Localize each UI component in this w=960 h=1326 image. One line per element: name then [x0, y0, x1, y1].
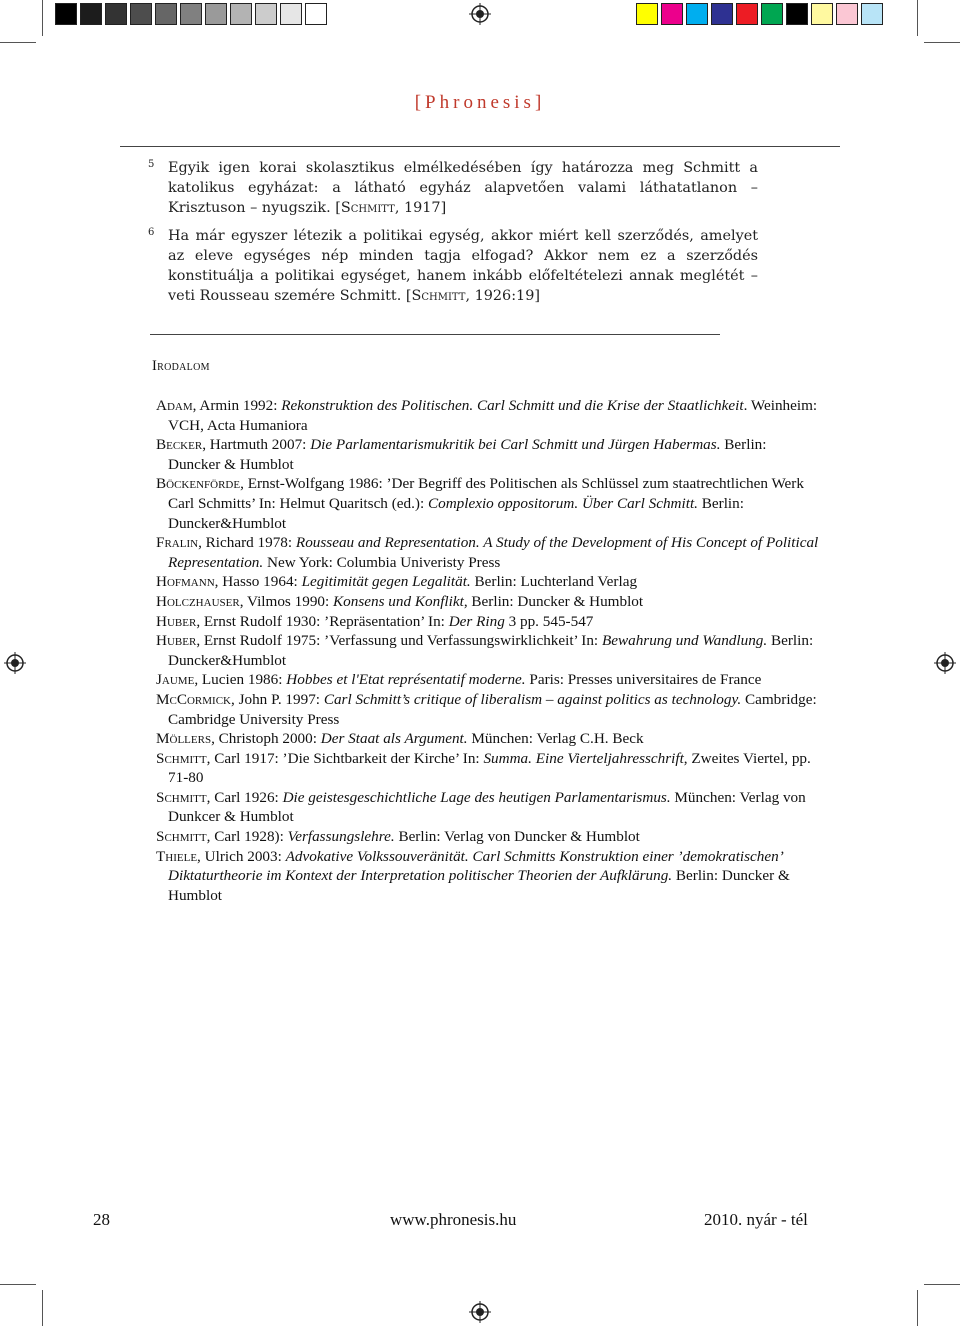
footer-url: www.phronesis.hu [390, 1210, 517, 1229]
reference-entry [156, 670, 820, 690]
footnote-number: 5 [148, 159, 155, 170]
reference-publisher: 3 pp. 545-547 [504, 612, 594, 630]
registration-mark-icon [469, 3, 491, 25]
reference-title: Die geistesgeschichtliche Lage des heutigen Parlamentarismus. [282, 788, 671, 806]
reference-publisher: New York: Columbia Univeristy Press [263, 553, 501, 571]
reference-details: , Christoph 2000: [211, 730, 321, 748]
crop-mark [0, 42, 36, 43]
reference-entry [156, 612, 820, 632]
reference-entry [156, 690, 820, 729]
color-swatch [280, 3, 302, 25]
footnote-text: Ha már egyszer létezik a politikai egység, akkor miért kell szerződés, amelyet az eleve egységes nép minden tagja elfogad? Akkor nem ez a szerződés konstituálja a politikai egységet, hanem inkább előfeltételezi annak meglétét – veti Rousseau szemére Schmitt. [168, 228, 758, 304]
reference-entry [156, 435, 820, 474]
color-swatch [155, 3, 177, 25]
reference-details: , Carl 1928): [206, 828, 288, 846]
crop-mark [42, 1290, 43, 1326]
reference-author: Fralin [156, 534, 199, 552]
color-swatch [255, 3, 277, 25]
reference-author: Hofmann [156, 573, 215, 591]
reference-title: Carl Schmitt’s critique of liberalism – against politics as technology. [323, 690, 742, 708]
color-swatch [636, 3, 658, 25]
reference-author: Becker [156, 436, 203, 454]
reference-details: , Carl 1926: [206, 788, 283, 806]
reference-publisher: Berlin: Luchterland Verlag [470, 573, 638, 591]
color-swatch [711, 3, 733, 25]
crop-mark [0, 1284, 36, 1285]
reference-publisher: München: Verlag von Dunkcer & Humblot [168, 788, 806, 826]
reference-title: Hobbes et l'Etat représentatif moderne. [286, 671, 526, 689]
reference-title: Rekonstruktion des Politischen. Carl Schmitt und die Krise der Staatlichkeit [281, 397, 744, 414]
reference-entry [156, 572, 820, 592]
reference-details: , Ulrich 2003: [197, 847, 286, 865]
reference-author: Schmitt [156, 788, 207, 806]
grayscale-swatch-strip [55, 3, 330, 25]
footer-issue: 2010. nyár - tél [704, 1210, 808, 1229]
reference-title: Complexio oppositorum. Über Carl Schmitt. [427, 494, 698, 512]
reference-publisher: , Zweites Viertel, pp. 71-80 [168, 749, 811, 787]
reference-author: McCormick [156, 690, 231, 708]
reference-publisher: Berlin: Duncker&Humblot [168, 494, 744, 532]
color-swatch [205, 3, 227, 25]
reference-details: , Carl 1917: ’Die Sichtbarkeit der Kirche’ In: [206, 749, 484, 767]
reference-entry [156, 533, 820, 572]
reference-title: Die Parlamentarismukritik bei Carl Schmitt und Jürgen Habermas. [310, 436, 721, 454]
reference-entry [156, 474, 820, 533]
reference-title: Summa. Eine Vierteljahresschrift [483, 749, 684, 767]
footnote-6: 6 Ha már egyszer létezik a politikai egység, akkor miért kell szerződés, amelyet az eleve egységes nép minden tagja elfogad? Akkor nem ez a szerződés konstituálja a politikai egységet, hanem inkább előfeltételezi annak meglétét – veti Rousseau szemére Schmitt. [Schmitt, 1926:19] [150, 226, 758, 306]
color-swatch [786, 3, 808, 25]
section-rule [150, 334, 720, 335]
reference-details: , Richard 1978: [198, 534, 296, 552]
crop-mark [924, 42, 960, 43]
reference-author: Schmitt [156, 828, 207, 846]
color-swatch [686, 3, 708, 25]
reference-title: Der Ring [448, 612, 505, 630]
reference-author: Thiele [156, 847, 198, 865]
reference-details: , Ernst Rudolf 1975: ’Verfassung und Verfassungswirklichkeit’ In: [196, 632, 602, 650]
reference-author: Schmitt [156, 749, 207, 767]
color-swatch [661, 3, 683, 25]
reference-details: , Ernst Rudolf 1930: ’Repräsentation’ In: [196, 612, 449, 630]
reference-title: Bewahrung und Wandlung. [601, 632, 768, 650]
color-swatch [836, 3, 858, 25]
reference-entry [156, 788, 820, 827]
reference-author: Adam [156, 397, 193, 414]
registration-mark-icon [4, 652, 26, 674]
reference-publisher: , Berlin: Duncker & Humblot [463, 592, 644, 610]
color-swatch [105, 3, 127, 25]
page-number: 28 [93, 1210, 110, 1229]
reference-publisher: Berlin: Verlag von Duncker & Humblot [394, 828, 640, 846]
reference-entry [156, 396, 820, 435]
crop-mark [42, 0, 43, 36]
reference-title: Rousseau and Representation. A Study of the Development of His Concept of Political Representation. [168, 534, 819, 571]
section-title: Irodalom [152, 358, 210, 374]
color-swatch [230, 3, 252, 25]
reference-author: Huber [156, 632, 197, 650]
reference-entry [156, 847, 820, 906]
citation-author: Schmitt [411, 288, 466, 304]
color-swatch [305, 3, 327, 25]
reference-title: Advokative Volkssouveränität. Carl Schmitts Konstruktion einer ’demokratischen’ Diktaturtheorie im Kontext der Interpretation politischer Theorien der Aufklärung. [168, 847, 783, 885]
reference-publisher: . Weinheim: VCH, Acta Humaniora [168, 397, 818, 434]
color-swatch-strip [636, 3, 886, 25]
reference-title: Der Staat als Argument. [320, 730, 468, 748]
reference-publisher: Cambridge: Cambridge University Press [168, 690, 817, 728]
footnote-number: 6 [148, 227, 155, 238]
reference-details: , John P. 1997: [230, 690, 324, 708]
registration-mark-icon [469, 1301, 491, 1323]
reference-title: Konsens und Konflikt [333, 592, 464, 610]
reference-entry [156, 827, 820, 847]
reference-entry [156, 631, 820, 670]
color-swatch [811, 3, 833, 25]
color-swatch [55, 3, 77, 25]
reference-author: Böckenförde [156, 475, 241, 493]
reference-publisher: Berlin: Duncker & Humblot [168, 436, 767, 473]
reference-publisher: Berlin: Duncker&Humblot [168, 632, 814, 669]
header-rule [120, 146, 840, 147]
footnote-text: Egyik igen korai skolasztikus elmélkedésében így határozza meg Schmitt a katolikus egyházat: a látható egyház alapvetően valami láthatatlanon – Krisztuson – nyugszik. [168, 160, 758, 216]
reference-publisher: Berlin: Duncker & Humblot [168, 867, 790, 904]
crop-mark [924, 1284, 960, 1285]
registration-mark-icon [934, 652, 956, 674]
reference-author: Jaume [156, 671, 195, 689]
color-swatch [736, 3, 758, 25]
reference-details: , Hartmuth 2007: [202, 436, 311, 454]
reference-publisher: München: Verlag C.H. Beck [467, 730, 644, 748]
reference-author: Möllers [156, 730, 212, 748]
footnote-5: 5 Egyik igen korai skolasztikus elmélkedésében így határozza meg Schmitt a katolikus egyházat: a látható egyház alapvetően valami láthatatlanon – Krisztuson – nyugszik. [Schmitt, 1917] [150, 158, 758, 218]
reference-details: , Vilmos 1990: [239, 592, 334, 610]
color-swatch [180, 3, 202, 25]
citation-author: Schmitt [340, 200, 395, 216]
reference-entry [156, 592, 820, 612]
reference-title: Verfassungslehre. [287, 828, 395, 846]
reference-list [156, 396, 820, 905]
reference-details: , Lucien 1986: [194, 671, 287, 689]
reference-entry [156, 729, 820, 749]
color-swatch [761, 3, 783, 25]
reference-title: Legitimität gegen Legalität. [301, 573, 471, 591]
reference-entry [156, 749, 820, 788]
color-swatch [80, 3, 102, 25]
journal-header: [Phronesis] [414, 92, 546, 113]
color-swatch [861, 3, 883, 25]
reference-details: , Hasso 1964: [214, 573, 302, 591]
color-swatch [130, 3, 152, 25]
reference-author: Holczhauser [156, 592, 240, 610]
reference-publisher: Paris: Presses universitaires de France [525, 671, 762, 689]
reference-author: Huber [156, 612, 197, 630]
reference-details: , Armin 1992: [192, 397, 282, 414]
crop-mark [917, 1290, 918, 1326]
reference-details: , Ernst-Wolfgang 1986: ’Der Begriff des Politischen als Schlüssel zum staatrechtlichen Werk Carl Schmitts’ In: Helmut Quaritsch (ed.): [168, 475, 804, 512]
crop-mark [917, 0, 918, 36]
